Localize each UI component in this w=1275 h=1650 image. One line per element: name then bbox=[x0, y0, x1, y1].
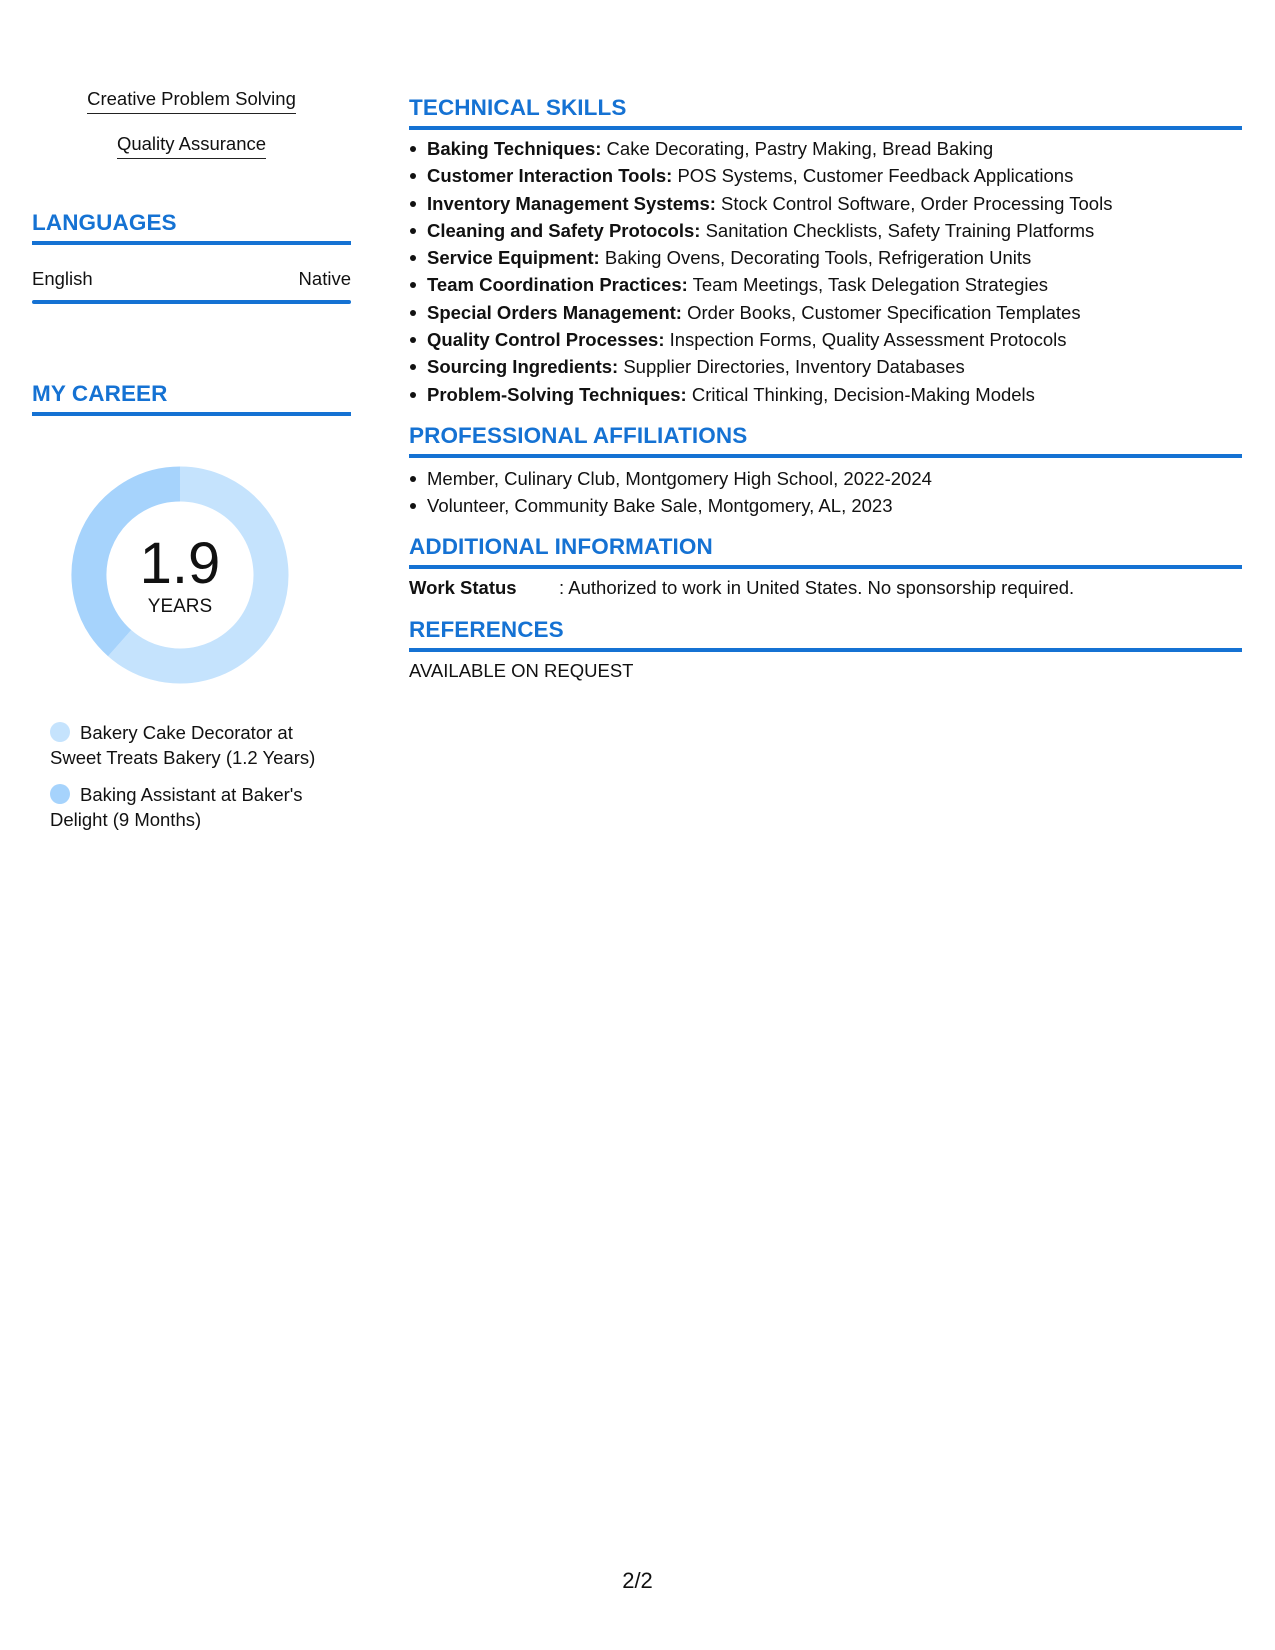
skill-category: Special Orders Management: bbox=[427, 301, 682, 323]
skill-category: Sourcing Ingredients: bbox=[427, 356, 619, 378]
list-item bbox=[427, 244, 1242, 271]
skill-category: Service Equipment: bbox=[427, 247, 600, 269]
references-text: AVAILABLE ON REQUEST bbox=[409, 660, 634, 681]
list-item bbox=[427, 135, 1242, 162]
career-heading: MY CAREER bbox=[32, 381, 351, 416]
skill-category: Baking Techniques: bbox=[427, 138, 602, 159]
legend-dot bbox=[50, 784, 70, 804]
affiliations-list bbox=[409, 465, 1242, 520]
skill-details: Baking Ovens, Decorating Tools, Refrigeration Units bbox=[599, 247, 1032, 269]
language-row bbox=[32, 268, 351, 290]
skill-details: POS Systems, Customer Feedback Applications bbox=[672, 165, 1074, 187]
skill-category: Problem-Solving Techniques: bbox=[427, 383, 687, 405]
skill-tag-label: Quality Assurance bbox=[117, 133, 266, 159]
career-total-unit: YEARS bbox=[147, 596, 213, 617]
skill-category: Quality Control Processes: bbox=[427, 329, 665, 351]
skill-details: Order Books, Customer Specification Templates bbox=[681, 301, 1081, 323]
skill-details: Cake Decorating, Pastry Making, Bread Baking bbox=[601, 138, 994, 159]
skill-details: Stock Control Software, Order Processing Tools bbox=[715, 192, 1113, 214]
list-item bbox=[427, 162, 1242, 189]
list-item bbox=[427, 271, 1242, 298]
skill-category: Inventory Management Systems: bbox=[427, 192, 716, 214]
references-heading: REFERENCES bbox=[409, 617, 1242, 652]
technical-skills-heading: TECHNICAL SKILLS bbox=[409, 95, 1242, 130]
legend-dot bbox=[50, 722, 70, 742]
skill-category: Team Coordination Practices: bbox=[427, 274, 688, 296]
languages-heading: LANGUAGES bbox=[32, 210, 351, 245]
skill-tag bbox=[32, 88, 351, 114]
skill-tag-label: Creative Problem Solving bbox=[87, 88, 296, 114]
list-item bbox=[427, 326, 1242, 353]
list-item bbox=[427, 353, 1242, 380]
list-item bbox=[427, 190, 1242, 217]
career-item-text: Baking Assistant at Baker's Delight (9 Months) bbox=[50, 784, 303, 830]
skill-details: Critical Thinking, Decision-Making Models bbox=[686, 383, 1035, 405]
career-item-text: Bakery Cake Decorator at Sweet Treats Bakery (1.2 Years) bbox=[50, 722, 316, 768]
language-level-bar bbox=[32, 300, 351, 304]
list-item bbox=[427, 217, 1242, 244]
list-item: Member, Culinary Club, Montgomery High School, 2022-2024 bbox=[427, 465, 1242, 492]
additional-info-heading: ADDITIONAL INFORMATION bbox=[409, 534, 1242, 569]
skill-tag bbox=[32, 133, 351, 159]
work-status-label: Work Status bbox=[409, 577, 517, 598]
language-name: English bbox=[32, 268, 93, 289]
page-number: 2/2 bbox=[622, 1568, 653, 1593]
skill-category: Cleaning and Safety Protocols: bbox=[427, 219, 701, 241]
skill-details: Sanitation Checklists, Safety Training Platforms bbox=[700, 219, 1095, 241]
skill-category: Customer Interaction Tools: bbox=[427, 165, 673, 187]
language-level: Native bbox=[298, 268, 351, 289]
skill-details: Supplier Directories, Inventory Databases bbox=[618, 356, 965, 378]
work-status-row bbox=[409, 577, 1242, 599]
affiliations-heading: PROFESSIONAL AFFILIATIONS bbox=[409, 423, 1242, 458]
list-item bbox=[427, 299, 1242, 326]
list-item bbox=[427, 381, 1242, 408]
work-status-value: : Authorized to work in United States. No sponsorship required. bbox=[559, 577, 1075, 598]
career-total-value: 1.9 bbox=[139, 531, 221, 596]
technical-skills-list bbox=[409, 135, 1242, 408]
skill-details: Team Meetings, Task Delegation Strategies bbox=[687, 274, 1049, 296]
skill-details: Inspection Forms, Quality Assessment Protocols bbox=[664, 329, 1067, 351]
career-legend-item bbox=[50, 720, 340, 770]
career-legend-item bbox=[50, 782, 340, 832]
list-item: Volunteer, Community Bake Sale, Montgomery, AL, 2023 bbox=[427, 492, 1242, 519]
